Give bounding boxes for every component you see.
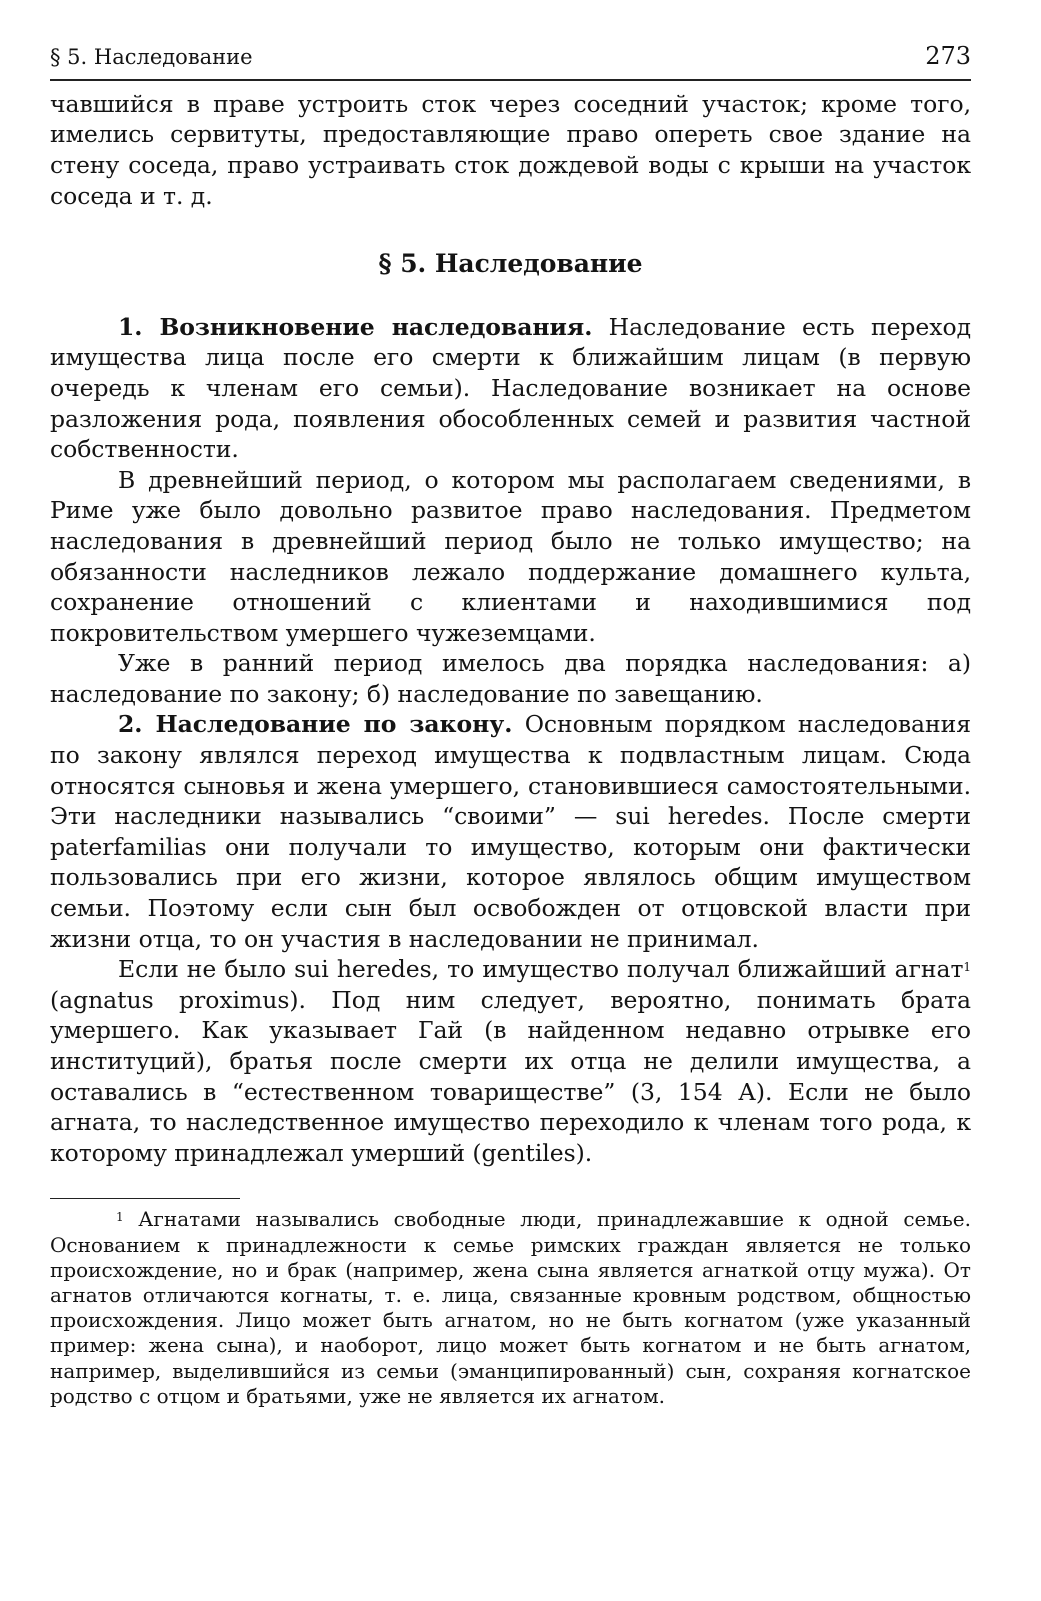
paragraph-ancient-period: В древнейший период, о котором мы располагаем сведениями, в Риме уже было довольно развитое право наследования. Предметом наследования в древнейший период было не только имущество; на обязанности наследников лежало поддержание домашнего культа, сохранение отношений с клиентами и находившимися под покровительством умершего чужеземцами. — [50, 465, 971, 647]
paragraph-inheritance-by-law — [50, 709, 971, 954]
footnote-reference: 1 — [963, 960, 971, 975]
continuation-paragraph: чавшийся в праве устроить сток через соседний участок; кроме того, имелись сервитуты, предоставляющие право опереть свое здание на стену соседа, право устраивать сток дождевой воды с крыши на участок соседа и т. д. — [50, 89, 971, 210]
page-number: 273 — [925, 42, 971, 70]
paragraph-text: (agnatus proximus). Под ним следует, вероятно, понимать брата умершего. Как указывает Гай (в найденном недавно отрывке его институций), братья после смерти их отца не делили имущества, а оставались в “естественном товариществе” (3, 154 А). Если не было агната, то наследственное имущество переходило к членам того рода, к которому принадлежал умерший (gentiles). — [50, 985, 971, 1167]
main-text — [50, 89, 971, 1169]
paragraph-origin-of-inheritance — [50, 312, 971, 465]
paragraph-agnatus-proximus — [50, 954, 971, 1168]
book-page — [50, 42, 971, 1409]
running-head-title: § 5. Наследование — [50, 45, 253, 69]
paragraph-text: Основным порядком наследования по закону являлся переход имущества к подвластным лицам. Сюда относятся сыновья и жена умершего, становившиеся самостоятельными. Эти наследники назывались “своими” — sui heredes. После смерти paterfamilias они получали то имущество, которым они фактически пользовались при его жизни, которое являлось общим имуществом семьи. Поэтому если сын был освобожден от отцовской власти при жизни отца, то он участия в наследовании не принимал. — [50, 710, 972, 953]
section-title: § 5. Наследование — [378, 249, 643, 279]
paragraph-two-orders: Уже в ранний период имелось два порядка наследования: а) наследование по закону; б) наследование по завещанию. — [50, 649, 971, 708]
paragraph-text: Наследование есть переход имущества лица после его смерти к ближайшим лицам (в первую очередь к членам его семьи). Наследование возникает на основе разложения рода, появления обособленных семей и развития частной собственности. — [50, 312, 971, 464]
paragraph-text: Если не было sui heredes, то имущество получал ближайший агнат — [118, 955, 964, 984]
subsection-heading-2: 2. Наследование по закону. — [118, 710, 513, 739]
footnote-rule — [50, 1198, 240, 1199]
footnote-marker: 1 — [116, 1210, 124, 1225]
footnote-text: Агнатами назывались свободные люди, принадлежавшие к одной семье. Основанием к принадлежности к семье римских граждан является не только происхождение, но и брак (например, жена сына является агнаткой отцу мужа). От агнатов отличаются когнаты, т. е. лица, связанные кровным родством, общностью происхождения. Лицо может быть агнатом, но не быть когнатом (уже указанный пример: жена сына), и наоборот, лицо может быть когнатом и не быть агнатом, например, выделившийся из семьи (эманципированный) сын, сохраняя когнатское родство с отцом и братьями, уже не является их агнатом. — [50, 1207, 971, 1408]
footnote — [50, 1207, 971, 1409]
subsection-heading-1: 1. Возникновение наследования. — [118, 312, 593, 341]
running-head — [50, 42, 971, 81]
